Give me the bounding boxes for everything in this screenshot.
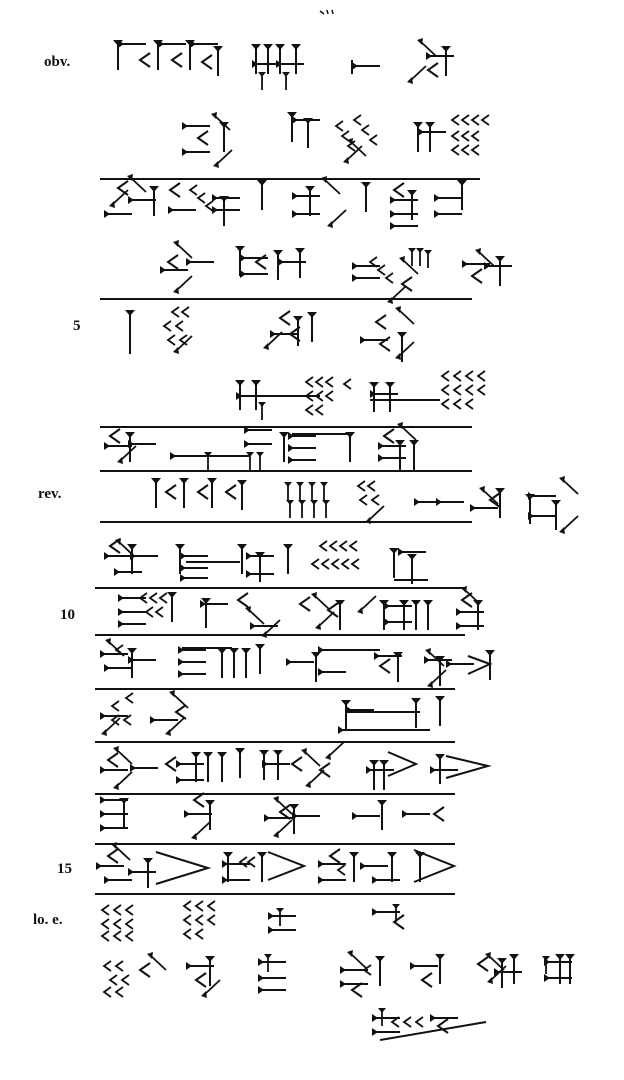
- reverse-label: rev.: [38, 486, 62, 502]
- tablet-line-6: [235, 371, 485, 420]
- tablet-line-10: [118, 586, 484, 638]
- tablet-line-4: [160, 240, 512, 304]
- tablet-line-8: [151, 476, 578, 534]
- lower-edge-line-2: [104, 950, 575, 998]
- tablet-line-15: [96, 842, 454, 888]
- tablet-line-14: [100, 793, 444, 840]
- tablet-line-11: [100, 638, 495, 688]
- tablet-line-7: [104, 422, 419, 470]
- tablet-line-5: [125, 306, 414, 362]
- tablet-line-1: [113, 38, 454, 90]
- tablet-line-9: [104, 538, 428, 584]
- lower-edge-line-1: [102, 901, 404, 941]
- lower-edge-label: lo. e.: [33, 912, 63, 928]
- tablet-line-3: [104, 174, 467, 230]
- tablet-line-12: [100, 690, 445, 736]
- line-number-15: 15: [57, 861, 72, 877]
- line-number-5: 5: [73, 318, 81, 334]
- tablet-line-2: [182, 112, 489, 168]
- line-number-10: 10: [60, 607, 75, 623]
- lower-edge-line-3: [372, 1008, 486, 1040]
- obverse-label: obv.: [44, 54, 71, 70]
- tablet-line-13: [100, 742, 488, 790]
